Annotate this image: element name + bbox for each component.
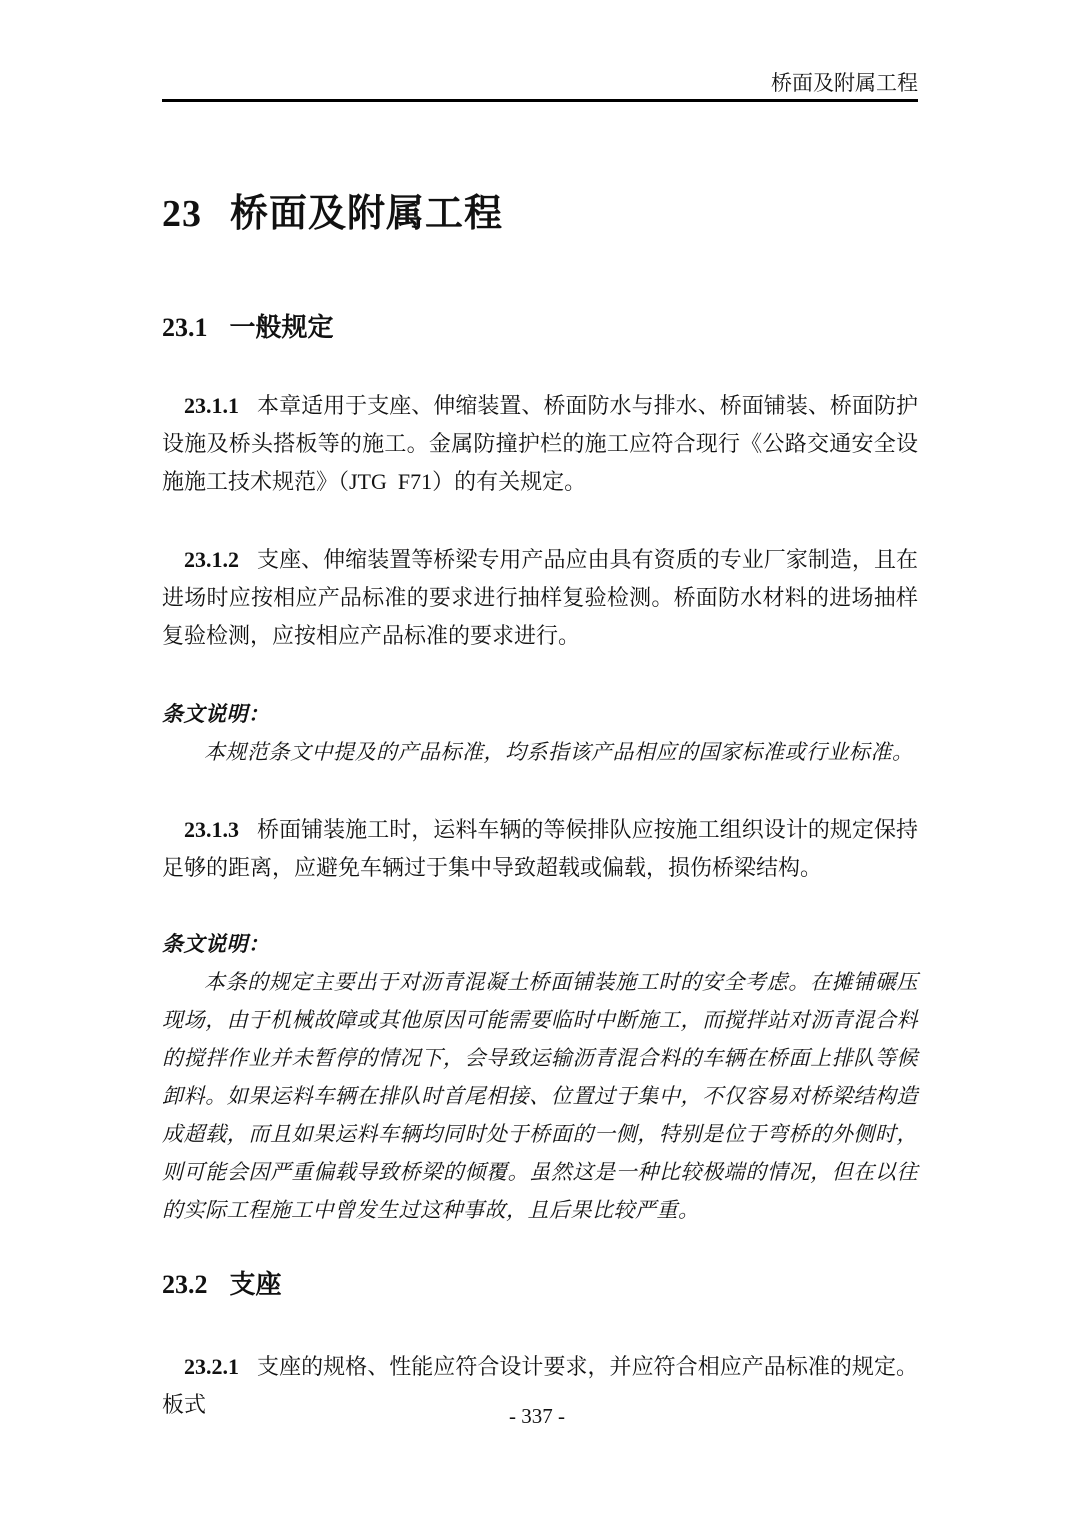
section-heading-23-1 — [162, 310, 918, 345]
chapter-heading — [162, 190, 918, 238]
section-title: 支座 — [229, 1269, 282, 1299]
commentary-block-2 — [162, 925, 918, 1229]
running-header-title: 桥面及附属工程 — [771, 71, 918, 95]
page-header — [162, 0, 918, 102]
section-number: 23.2 — [162, 1270, 208, 1299]
clause-number: 23.2.1 — [184, 1354, 239, 1379]
clause-23-1-2 — [162, 541, 918, 655]
clause-number: 23.1.2 — [184, 547, 239, 572]
section-title: 一般规定 — [229, 312, 334, 342]
clause-number: 23.1.3 — [184, 817, 239, 842]
clause-text: 本章适用于支座、伸缩装置、桥面防水与排水、桥面铺装、桥面防护设施及桥头搭板等的施工。金属防撞护栏的施工应符合现行《公路交通安全设施施工技术规范》（JTG F71）的有关规定。 — [162, 393, 918, 494]
commentary-label: 条文说明： — [162, 702, 270, 726]
clause-text: 桥面铺装施工时，运料车辆的等候排队应按施工组织设计的规定保持足够的距离，应避免车辆过于集中导致超载或偏载，损伤桥梁结构。 — [162, 817, 918, 880]
commentary-text: 本条的规定主要出于对沥青混凝土桥面铺装施工时的安全考虑。在摊铺碾压现场，由于机械故障或其他原因可能需要临时中断施工，而搅拌站对沥青混合料的搅拌作业并未暂停的情况下，会导致运输沥青混合料的车辆在桥面上排队等候卸料。如果运料车辆在排队时首尾相接、位置过于集中，不仅容易对桥梁结构造成超载，而且如果运料车辆均同时处于桥面的一侧，特别是位于弯桥的外侧时，则可能会因严重偏载导致桥梁的倾覆。虽然这是一种比较极端的情况，但在以往的实际工程施工中曾发生过这种事故，且后果比较严重。 — [162, 970, 918, 1222]
clause-text: 支座、伸缩装置等桥梁专用产品应由具有资质的专业厂家制造，且在进场时应按相应产品标准的要求进行抽样复验检测。桥面防水材料的进场抽样复验检测，应按相应产品标准的要求进行。 — [162, 547, 918, 648]
commentary-block-1 — [162, 695, 918, 771]
commentary-text: 本规范条文中提及的产品标准，均系指该产品相应的国家标准或行业标准。 — [204, 740, 914, 764]
chapter-title: 桥面及附属工程 — [230, 193, 504, 235]
commentary-label: 条文说明： — [162, 932, 270, 956]
clause-number: 23.1.1 — [184, 393, 239, 418]
section-heading-23-2 — [162, 1267, 918, 1302]
clause-23-1-3 — [162, 811, 918, 887]
clause-text: 支座的规格、性能应符合设计要求，并应符合相应产品标准的规定。板式 — [162, 1354, 918, 1417]
chapter-number: 23 — [162, 193, 202, 235]
page-number: - 337 - — [509, 1404, 565, 1428]
page-footer — [0, 1403, 1074, 1429]
section-number: 23.1 — [162, 313, 208, 342]
clause-23-1-1 — [162, 387, 918, 501]
